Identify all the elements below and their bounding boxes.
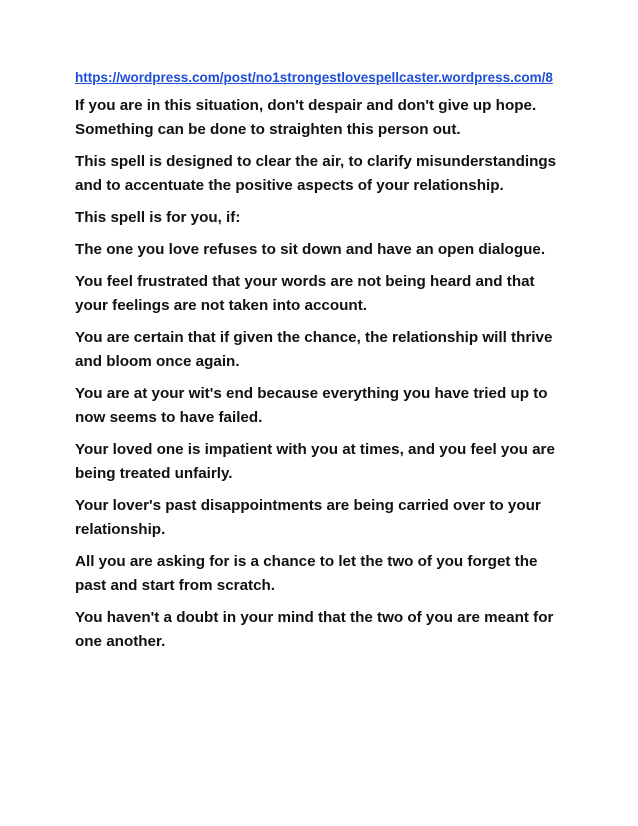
paragraph-6: You are certain that if given the chance, the relationship will thrive and bloom once again. xyxy=(75,329,553,370)
paragraph-10: All you are asking for is a chance to let the two of you forget the past and start from scratch. xyxy=(75,553,538,594)
paragraph-9: Your lover's past disappointments are being carried over to your relationship. xyxy=(75,497,541,538)
paragraph-3: This spell is for you, if: xyxy=(75,209,241,226)
paragraph-2: This spell is designed to clear the air, to clarify misunderstandings and to accentuate the positive aspects of your relationship. xyxy=(75,153,557,194)
paragraph-1: If you are in this situation, don't despair and don't give up hope. Something can be done to straighten this person out. xyxy=(75,97,537,138)
paragraph-7: You are at your wit's end because everything you have tried up to now seems to have failed. xyxy=(75,385,548,426)
post-link[interactable]: https://wordpress.com/post/no1strongestlovespellcaster.wordpress.com/8 xyxy=(75,70,553,85)
document-body xyxy=(75,68,565,662)
paragraph-8: Your loved one is impatient with you at times, and you feel you are being treated unfairly. xyxy=(75,441,555,482)
paragraph-4: The one you love refuses to sit down and have an open dialogue. xyxy=(75,241,546,258)
paragraph-5: You feel frustrated that your words are not being heard and that your feelings are not taken into account. xyxy=(75,273,535,314)
paragraph-11: You haven't a doubt in your mind that the two of you are meant for one another. xyxy=(75,609,554,650)
